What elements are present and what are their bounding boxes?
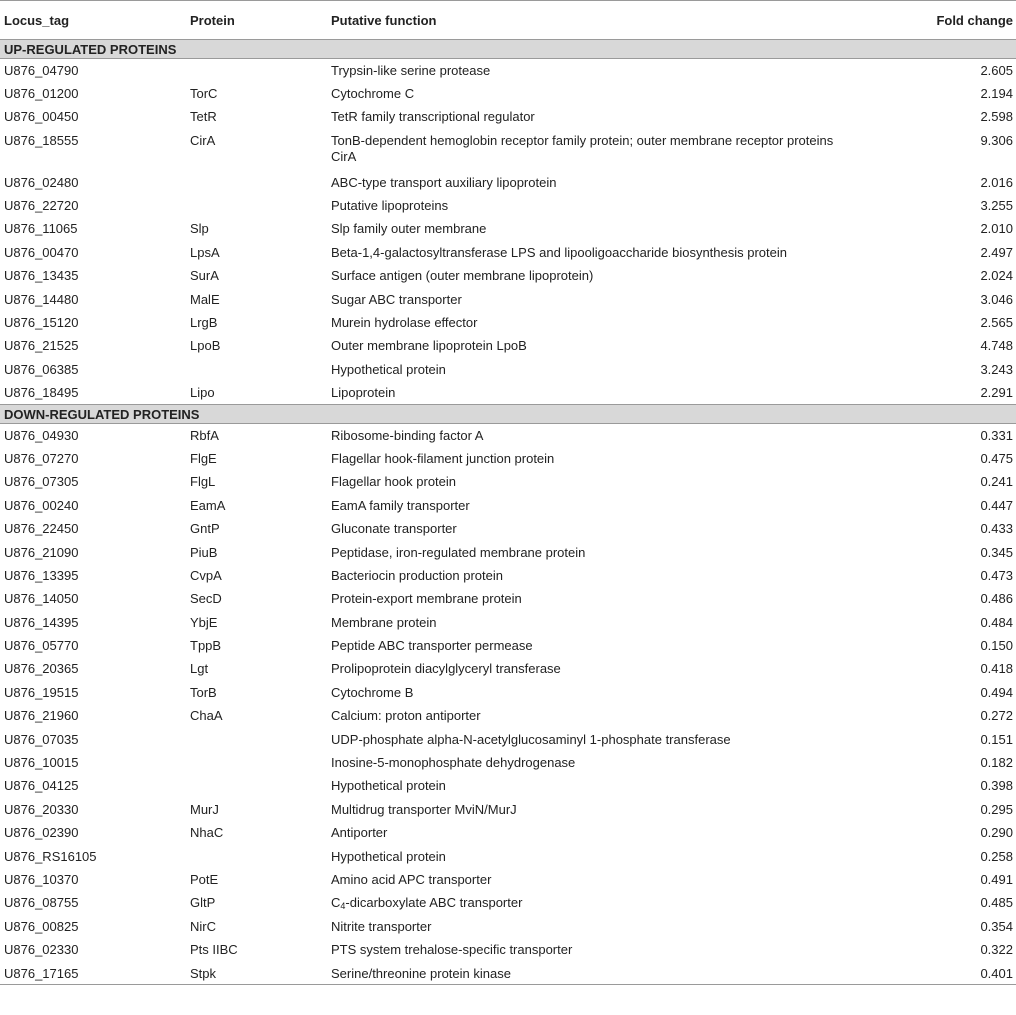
fold-change-cell: 2.605: [980, 63, 1013, 78]
protein-cell: LpsA: [190, 244, 220, 260]
table-row: [0, 728, 1016, 751]
table-row: [0, 517, 1016, 540]
table-row: [0, 798, 1016, 821]
locus-tag-cell: U876_00470: [4, 244, 79, 260]
protein-cell: Stpk: [190, 965, 217, 981]
locus-tag-cell: U876_22720: [4, 198, 79, 214]
table-row: [0, 868, 1016, 891]
fold-change-cell: 0.433: [980, 521, 1013, 537]
protein-cell: ChaA: [190, 708, 223, 724]
table-row: [0, 288, 1016, 311]
locus-tag-cell: U876_19515: [4, 684, 79, 700]
fold-change-cell: 0.398: [980, 778, 1013, 794]
putative-function-cell: Gluconate transporter: [331, 521, 457, 537]
table-row: [0, 962, 1016, 985]
fold-change-cell: 0.322: [980, 942, 1013, 958]
fold-change-cell: 0.151: [980, 731, 1013, 747]
fold-change-cell: 0.475: [980, 450, 1013, 466]
table-row: [0, 845, 1016, 868]
locus-tag-cell: U876_02330: [4, 942, 79, 958]
table-row: [0, 611, 1016, 634]
putative-function-cell: Multidrug transporter MviN/MurJ: [331, 801, 517, 817]
protein-cell: MalE: [190, 291, 220, 307]
table-row: [0, 541, 1016, 564]
fold-change-cell: 0.486: [980, 591, 1013, 607]
fold-change-cell: 0.447: [980, 497, 1013, 513]
locus-tag-cell: U876_10370: [4, 872, 79, 887]
protein-cell: [186, 728, 327, 751]
locus-tag-cell: U876_11065: [4, 221, 78, 237]
locus-tag-cell: U876_14050: [4, 591, 79, 607]
table-row: [0, 381, 1016, 404]
putative-function-cell: Murein hydrolase effector: [331, 315, 478, 331]
protein-cell: NhaC: [190, 825, 224, 841]
table-row: [0, 494, 1016, 517]
putative-function-cell: TonB-dependent hemoglobin receptor family protein; outer membrane receptor proteins CirA: [331, 132, 834, 164]
table-row: [0, 564, 1016, 587]
protein-cell: TorB: [190, 684, 217, 700]
protein-cell: Slp: [190, 221, 209, 237]
putative-function-cell: Serine/threonine protein kinase: [331, 965, 511, 981]
protein-cell: MurJ: [190, 801, 219, 817]
putative-function-cell: Membrane protein: [331, 614, 437, 630]
table-row: [0, 447, 1016, 470]
putative-function-cell: Bacteriocin production protein: [331, 567, 503, 583]
locus-tag-cell: U876_06385: [4, 361, 79, 377]
fold-change-cell: 0.295: [980, 801, 1013, 817]
protein-cell: FlgE: [190, 450, 217, 466]
locus-tag-cell: U876_07305: [4, 474, 79, 490]
locus-tag-cell: U876_04790: [4, 63, 79, 78]
protein-cell: RbfA: [190, 428, 219, 444]
protein-cell: PotE: [190, 872, 219, 887]
table-row: [0, 334, 1016, 357]
putative-function-cell: Amino acid APC transporter: [331, 872, 492, 887]
protein-cell: Lipo: [190, 385, 215, 401]
table-row: [0, 704, 1016, 727]
putative-function-cell: Calcium: proton antiporter: [331, 708, 481, 724]
section-title: DOWN-REGULATED PROTEINS: [0, 405, 1016, 424]
fold-change-cell: 0.401: [980, 965, 1013, 981]
putative-function-cell: Beta-1,4-galactosyltransferase LPS and lipooligoaccharide biosynthesis protein: [331, 244, 787, 260]
protein-cell: [186, 194, 327, 217]
fold-change-cell: 0.290: [980, 825, 1013, 841]
putative-function-cell: Surface antigen (outer membrane lipoprotein): [331, 268, 594, 284]
locus-tag-cell: U876_RS16105: [4, 848, 97, 864]
section-header-row: [0, 405, 1016, 424]
protein-cell: SurA: [190, 268, 219, 284]
putative-function-cell: Peptide ABC transporter permease: [331, 638, 533, 654]
putative-function-cell: Antiporter: [331, 825, 388, 841]
fold-change-cell: 0.241: [980, 474, 1013, 490]
table-row: [0, 915, 1016, 938]
locus-tag-cell: U876_00450: [4, 109, 79, 125]
table-row: [0, 105, 1016, 128]
locus-tag-cell: U876_13395: [4, 567, 79, 583]
locus-tag-cell: U876_07035: [4, 731, 79, 747]
fold-change-cell: 0.418: [980, 661, 1013, 677]
protein-cell: NirC: [190, 918, 216, 934]
section-header-row: [0, 40, 1016, 59]
putative-function-cell: Hypothetical protein: [331, 778, 446, 794]
table-row: [0, 657, 1016, 680]
table-bottom-rule: [0, 985, 1016, 999]
fold-change-cell: 2.291: [980, 385, 1013, 401]
protein-cell: TppB: [190, 638, 222, 654]
fold-change-cell: 0.258: [980, 848, 1013, 864]
putative-function-cell: Hypothetical protein: [331, 361, 446, 377]
locus-tag-cell: U876_02480: [4, 174, 79, 190]
table-row: [0, 311, 1016, 334]
fold-change-cell: 0.345: [980, 544, 1013, 560]
protein-cell: LrgB: [190, 315, 218, 331]
table-row: [0, 241, 1016, 264]
table-row: [0, 891, 1016, 914]
locus-tag-cell: U876_13435: [4, 268, 79, 284]
locus-tag-cell: U876_05770: [4, 638, 79, 654]
fold-change-cell: 0.473: [980, 567, 1013, 583]
fold-change-cell: 2.497: [980, 244, 1013, 260]
putative-function-cell: Protein-export membrane protein: [331, 591, 522, 607]
putative-function-cell: Cytochrome B: [331, 684, 414, 700]
fold-change-cell: 9.306: [980, 132, 1013, 148]
fold-change-cell: 2.016: [980, 174, 1013, 190]
fold-change-cell: 2.194: [980, 85, 1013, 101]
putative-function-cell: Lipoprotein: [331, 385, 396, 401]
putative-function-cell: Trypsin-like serine protease: [331, 63, 491, 78]
table-body: [0, 40, 1016, 985]
fold-change-cell: 3.046: [980, 291, 1013, 307]
putative-function-cell: Flagellar hook protein: [331, 474, 457, 490]
fold-change-cell: 3.243: [980, 361, 1013, 377]
protein-cell: TorC: [190, 85, 218, 101]
table-row: [0, 634, 1016, 657]
fold-change-cell: 0.484: [980, 614, 1013, 630]
section-title: UP-REGULATED PROTEINS: [0, 40, 1016, 59]
putative-function-cell: Cytochrome C: [331, 85, 415, 101]
fold-change-cell: 0.485: [980, 895, 1013, 911]
table-row: [0, 358, 1016, 381]
fold-change-cell: 0.494: [980, 684, 1013, 700]
protein-cell: [186, 171, 327, 194]
table-row: [0, 821, 1016, 844]
fold-change-cell: 3.255: [980, 198, 1013, 214]
table-row: [0, 59, 1016, 82]
table-row: [0, 938, 1016, 961]
protein-cell: [186, 774, 327, 797]
fold-change-cell: 0.150: [980, 638, 1013, 654]
putative-function-cell: Peptidase, iron-regulated membrane protein: [331, 544, 586, 560]
locus-tag-cell: U876_18555: [4, 132, 79, 148]
putative-function-cell: Sugar ABC transporter: [331, 291, 462, 307]
locus-tag-cell: U876_21525: [4, 338, 79, 354]
table-row: [0, 171, 1016, 194]
fold-change-cell: 2.010: [980, 221, 1013, 237]
header-putative-function: Putative function: [327, 1, 856, 40]
table-row: [0, 587, 1016, 610]
fold-change-cell: 0.182: [980, 755, 1013, 771]
protein-cell: Lgt: [190, 661, 209, 677]
putative-function-cell: Ribosome-binding factor A: [331, 428, 484, 444]
locus-tag-cell: U876_17165: [4, 965, 79, 981]
putative-function-cell: EamA family transporter: [331, 497, 470, 513]
table-row: [0, 424, 1016, 447]
locus-tag-cell: U876_04930: [4, 428, 79, 444]
protein-cell: [186, 59, 327, 82]
putative-function-cell: Putative lipoproteins: [331, 198, 449, 214]
fold-change-cell: 2.024: [980, 268, 1013, 284]
putative-function-cell: Flagellar hook-filament junction protein: [331, 450, 555, 466]
table-row: [0, 751, 1016, 774]
protein-cell: [186, 751, 327, 774]
locus-tag-cell: U876_14395: [4, 614, 79, 630]
protein-cell: FlgL: [190, 474, 216, 490]
protein-cell: SecD: [190, 591, 222, 607]
locus-tag-cell: U876_01200: [4, 85, 79, 101]
protein-cell: [186, 845, 327, 868]
table-row: [0, 194, 1016, 217]
putative-function-cell: $C_4$-dicarboxylate ABC transporter: [331, 895, 523, 912]
protein-cell: PiuB: [190, 544, 218, 560]
putative-function-cell: TetR family transcriptional regulator: [331, 109, 535, 125]
header-protein: Protein: [186, 1, 327, 40]
protein-cell: GltP: [190, 895, 216, 911]
table-row: [0, 681, 1016, 704]
table-row: [0, 774, 1016, 797]
fold-change-cell: 4.748: [980, 338, 1013, 354]
locus-tag-cell: U876_21090: [4, 544, 79, 560]
protein-cell: LpoB: [190, 338, 221, 354]
locus-tag-cell: U876_00825: [4, 918, 79, 934]
locus-tag-cell: U876_22450: [4, 521, 79, 537]
protein-cell: [186, 358, 327, 381]
fold-change-cell: 0.354: [980, 918, 1013, 934]
fold-change-cell: 0.272: [980, 708, 1013, 724]
putative-function-cell: Prolipoprotein diacylglyceryl transferase: [331, 661, 561, 677]
putative-function-cell: Nitrite transporter: [331, 918, 432, 934]
locus-tag-cell: U876_18495: [4, 385, 79, 401]
putative-function-cell: Hypothetical protein: [331, 848, 446, 864]
fold-change-cell: 2.598: [980, 109, 1013, 125]
header-fold-change: Fold change: [856, 1, 1016, 40]
table-row: [0, 470, 1016, 493]
locus-tag-cell: U876_14480: [4, 291, 79, 307]
putative-function-cell: ABC-type transport auxiliary lipoprotein: [331, 174, 557, 190]
header-locus-tag: Locus_tag: [0, 1, 186, 40]
table-row: [0, 264, 1016, 287]
putative-function-cell: Outer membrane lipoprotein LpoB: [331, 338, 527, 354]
fold-change-cell: 2.565: [980, 315, 1013, 331]
protein-cell: YbjE: [190, 614, 218, 630]
putative-function-cell: UDP-phosphate alpha-N-acetylglucosaminyl 1-phosphate transferase: [331, 731, 731, 747]
protein-cell: Pts IIBC: [190, 942, 238, 958]
table-row: [0, 82, 1016, 105]
table-row: [0, 217, 1016, 240]
locus-tag-cell: U876_08755: [4, 895, 79, 911]
protein-cell: TetR: [190, 109, 217, 125]
protein-cell: CvpA: [190, 567, 222, 583]
fold-change-cell: 0.331: [980, 428, 1013, 444]
locus-tag-cell: U876_20365: [4, 661, 79, 677]
putative-function-cell: Inosine-5-monophosphate dehydrogenase: [331, 755, 576, 771]
protein-cell: GntP: [190, 521, 220, 537]
fold-change-cell: 0.491: [980, 872, 1013, 887]
locus-tag-cell: U876_21960: [4, 708, 79, 724]
protein-cell: CirA: [190, 132, 216, 148]
locus-tag-cell: U876_07270: [4, 450, 79, 466]
locus-tag-cell: U876_20330: [4, 801, 79, 817]
putative-function-cell: PTS system trehalose-specific transporter: [331, 942, 573, 958]
header-row: [0, 1, 1016, 40]
putative-function-cell: Slp family outer membrane: [331, 221, 487, 237]
locus-tag-cell: U876_15120: [4, 315, 79, 331]
locus-tag-cell: U876_04125: [4, 778, 79, 794]
locus-tag-cell: U876_10015: [4, 755, 79, 771]
locus-tag-cell: U876_02390: [4, 825, 79, 841]
protein-cell: EamA: [190, 497, 226, 513]
locus-tag-cell: U876_00240: [4, 497, 79, 513]
table-row: [0, 129, 1016, 171]
